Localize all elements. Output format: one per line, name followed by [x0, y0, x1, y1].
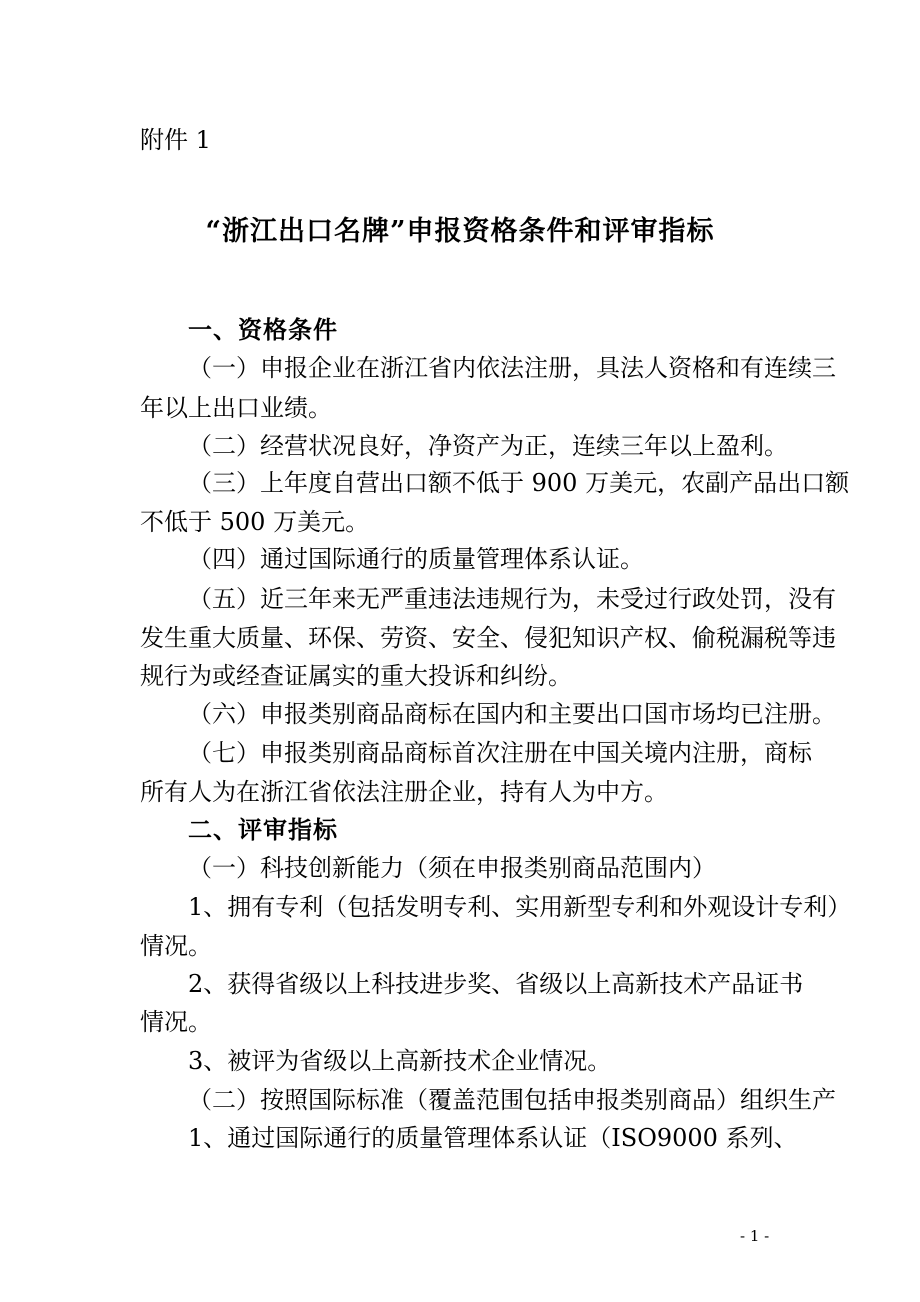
section1-item3-line2: 不低于 500 万美元。 — [140, 508, 370, 536]
section1-item1-line2: 年以上出口业绩。 — [140, 394, 332, 422]
section2-sub1-item3-line1: 3、被评为省级以上高新技术企业情况。 — [188, 1047, 612, 1075]
section1-item4-line1: （四）通过国际通行的质量管理体系认证。 — [188, 545, 644, 573]
section1-item1-line1: （一）申报企业在浙江省内依法注册，具法人资格和有连续三 — [188, 354, 836, 382]
section1-item5-line2: 发生重大质量、环保、劳资、安全、侵犯知识产权、偷税漏税等违 — [140, 624, 836, 652]
section2-sub1-item2-line1: 2、获得省级以上科技进步奖、省级以上高新技术产品证书 — [188, 970, 804, 998]
document-title: “浙江出口名牌”申报资格条件和评审指标 — [205, 216, 715, 247]
section1-item2-line1: （二）经营状况良好，净资产为正，连续三年以上盈利。 — [188, 432, 788, 460]
section2-sub2-heading: （二）按照国际标准（覆盖范围包括申报类别商品）组织生产 — [188, 1086, 836, 1114]
page-number: - 1 - — [740, 1227, 770, 1245]
section2-sub1-heading: （一）科技创新能力（须在申报类别商品范围内） — [188, 854, 716, 882]
section1-item7-line1: （七）申报类别商品商标首次注册在中国关境内注册，商标 — [188, 739, 812, 767]
section2-sub1-item2-line2: 情况。 — [140, 1008, 212, 1036]
section2-sub1-item1-line2: 情况。 — [140, 932, 212, 960]
attachment-label: 附件 1 — [140, 126, 211, 154]
section2-sub2-item1-line1: 1、通过国际通行的质量管理体系认证（ISO9000 系列、 — [188, 1124, 798, 1152]
section1-item3-line1: （三）上年度自营出口额不低于 900 万美元，农副产品出口额 — [188, 469, 850, 497]
section1-item5-line3: 规行为或经查证属实的重大投诉和纠纷。 — [140, 662, 572, 690]
section2-heading: 二、评审指标 — [188, 815, 338, 844]
section1-heading: 一、资格条件 — [188, 315, 338, 344]
section1-item7-line2: 所有人为在浙江省依法注册企业，持有人为中方。 — [140, 778, 668, 806]
section1-item6-line1: （六）申报类别商品商标在国内和主要出口国市场均已注册。 — [188, 700, 836, 728]
section2-sub1-item1-line1: 1、拥有专利（包括发明专利、实用新型专利和外观设计专利） — [188, 893, 852, 921]
section1-item5-line1: （五）近三年来无严重违法违规行为，未受过行政处罚，没有 — [188, 585, 836, 613]
